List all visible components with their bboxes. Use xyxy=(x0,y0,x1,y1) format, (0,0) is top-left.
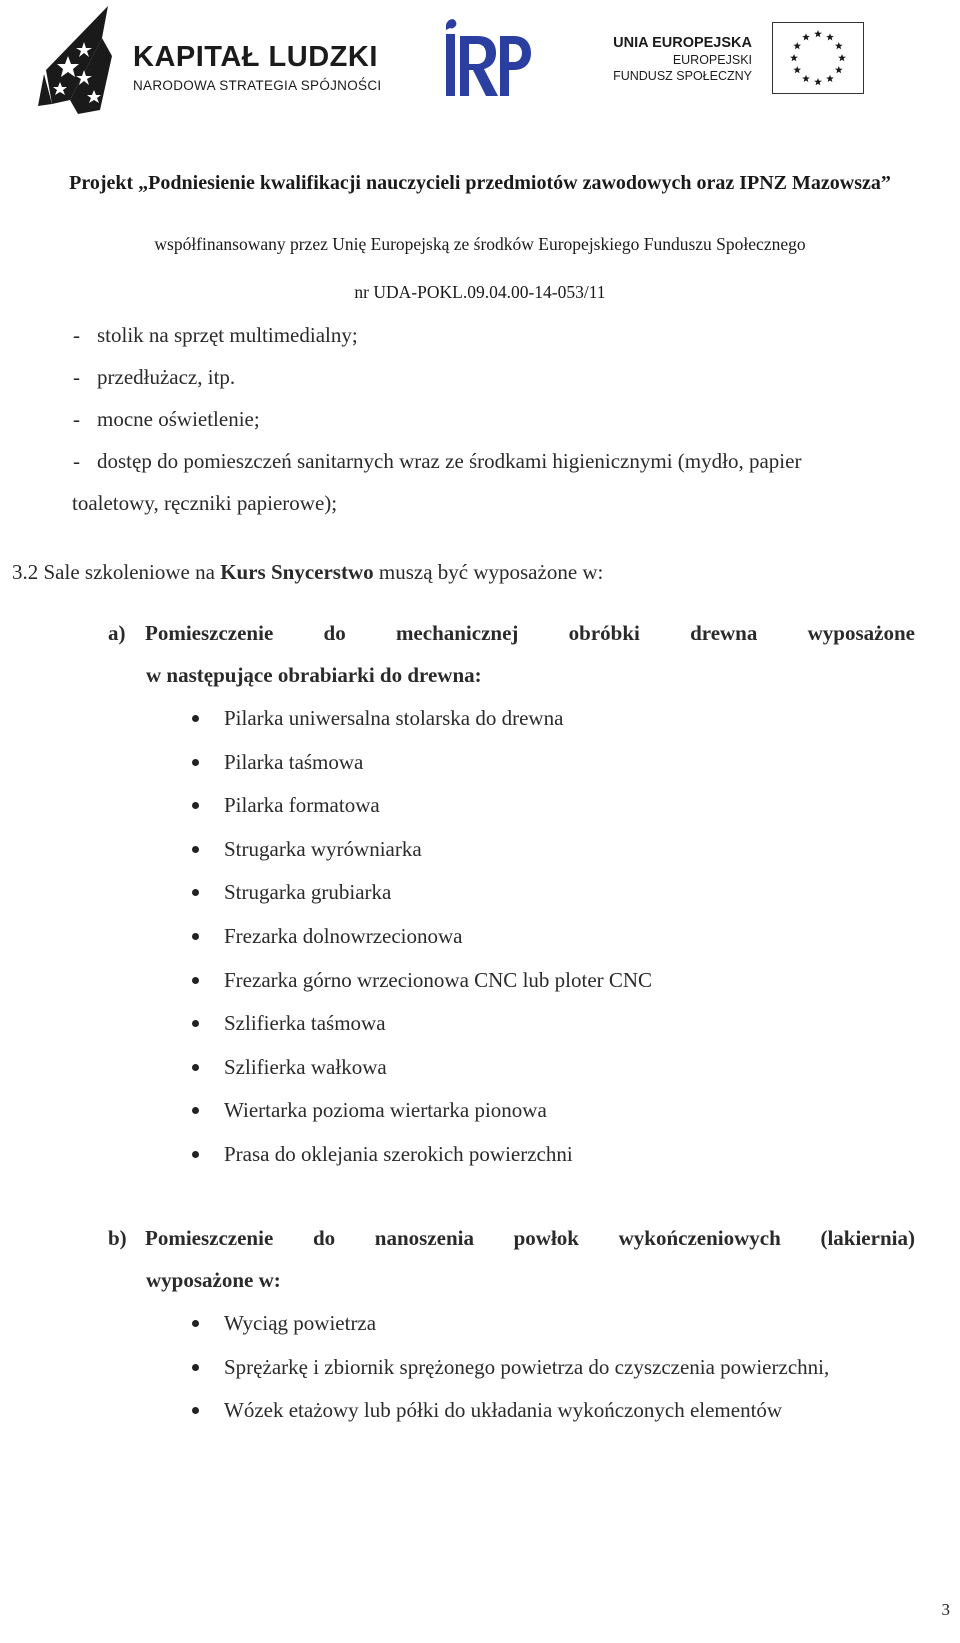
list-item: Pilarka formatowa xyxy=(224,793,380,818)
cofinancing-line: współfinansowany przez Unię Europejską ze środków Europejskiego Funduszu Społecznego xyxy=(154,234,806,254)
heading-word: mechanicznej xyxy=(395,621,519,645)
heading-word: do xyxy=(312,1226,336,1250)
list-item-continuation: toaletowy, ręczniki papierowe); xyxy=(72,491,338,515)
project-title: Projekt „Podniesienie kwalifikacji nauczycieli przedmiotów zawodowych oraz IPNZ Mazowsza” xyxy=(69,172,891,194)
list-item: przedłużacz, itp. xyxy=(97,365,236,389)
rp-logo xyxy=(446,16,536,100)
eu-flag-icon xyxy=(772,22,864,94)
page-number: 3 xyxy=(941,1600,950,1619)
list-item: Pilarka uniwersalna stolarska do drewna xyxy=(224,706,564,730)
bullet-icon xyxy=(192,977,199,984)
part-a-heading xyxy=(145,620,915,646)
eu-subtitle-2: FUNDUSZ SPOŁECZNY xyxy=(613,69,752,83)
eu-flag xyxy=(772,22,864,94)
eu-subtitle-1: EUROPEJSKI xyxy=(672,53,752,67)
list-item: Frezarka górno wrzecionowa CNC lub ploter CNC xyxy=(224,967,653,992)
list-item: Strugarka wyrówniarka xyxy=(224,836,422,861)
eu-title: UNIA EUROPEJSKA xyxy=(613,35,752,51)
section-heading xyxy=(12,559,603,585)
heading-word: Pomieszczenie xyxy=(145,1226,274,1250)
part-b-heading xyxy=(145,1225,915,1251)
list-item: Frezarka dolnowrzecionowa xyxy=(224,924,463,948)
bullet-icon xyxy=(192,1107,199,1114)
list-item: dostęp do pomieszczeń sanitarnych wraz ze środkami higienicznymi (mydło, papier xyxy=(97,449,802,473)
heading-word: obróbki xyxy=(568,621,640,645)
section-prefix: 3.2 Sale szkoleniowe na xyxy=(12,560,221,584)
list-item: Wyciąg powietrza xyxy=(224,1311,377,1335)
list-item: stolik na sprzęt multimedialny; xyxy=(97,323,358,347)
bullet-icon xyxy=(192,1320,199,1327)
section-suffix: muszą być wyposażone w: xyxy=(373,560,604,584)
eu-text-block xyxy=(606,34,752,84)
list-item: Pilarka taśmowa xyxy=(224,749,364,774)
heading-word: wyposażone xyxy=(807,621,915,645)
dash-marker: - xyxy=(73,365,80,389)
bullet-icon xyxy=(192,1020,199,1027)
kapital-ludzki-title: KAPITAŁ LUDZKI xyxy=(133,41,378,73)
bullet-icon xyxy=(192,1151,199,1158)
heading-word: powłok xyxy=(513,1226,579,1250)
heading-word: Pomieszczenie xyxy=(145,621,274,645)
section-course-name: Kurs Snycerstwo xyxy=(220,560,374,584)
part-a-heading-cont: w następujące obrabiarki do drewna: xyxy=(146,663,482,687)
dash-marker: - xyxy=(73,407,80,431)
heading-word: do xyxy=(323,621,346,645)
heading-word: drewna xyxy=(690,621,758,645)
bullet-icon xyxy=(192,715,199,722)
bullet-icon xyxy=(192,1407,199,1414)
kapital-ludzki-emblem-icon xyxy=(38,4,138,116)
list-item: Szlifierka wałkowa xyxy=(224,1054,387,1079)
bullet-icon xyxy=(192,1064,199,1071)
kapital-ludzki-subtitle: NARODOWA STRATEGIA SPÓJNOŚCI xyxy=(133,78,382,93)
part-b-heading-cont: wyposażone w: xyxy=(146,1268,281,1292)
list-item: Sprężarkę i zbiornik sprężonego powietrza do czyszczenia powierzchni, xyxy=(224,1354,830,1379)
bullet-icon xyxy=(192,759,199,766)
bullet-icon xyxy=(192,802,199,809)
list-item: Wózek etażowy lub półki do układania wykończonych elementów xyxy=(224,1398,783,1423)
part-b-label: b) xyxy=(108,1226,127,1250)
dash-marker: - xyxy=(73,323,80,347)
part-a-label: a) xyxy=(108,621,126,645)
bullet-icon xyxy=(192,846,199,853)
list-item: Wiertarka pozioma wiertarka pionowa xyxy=(224,1098,547,1123)
heading-word: wykończeniowych xyxy=(618,1226,781,1250)
project-number: nr UDA-POKL.09.04.00-14-053/11 xyxy=(354,282,606,302)
rp-emblem-icon xyxy=(446,16,536,100)
heading-word: (lakiernia) xyxy=(820,1226,915,1250)
bullet-icon xyxy=(192,1364,199,1371)
heading-word: nanoszenia xyxy=(374,1226,474,1250)
list-item: Szlifierka taśmowa xyxy=(224,1011,386,1036)
list-item: Strugarka grubiarka xyxy=(224,880,392,905)
bullet-icon xyxy=(192,889,199,896)
list-item: Prasa do oklejania szerokich powierzchni xyxy=(224,1142,573,1166)
kapital-ludzki-wordmark xyxy=(133,42,381,93)
dash-marker: - xyxy=(73,449,80,473)
bullet-icon xyxy=(192,933,199,940)
list-item: mocne oświetlenie; xyxy=(97,407,260,431)
